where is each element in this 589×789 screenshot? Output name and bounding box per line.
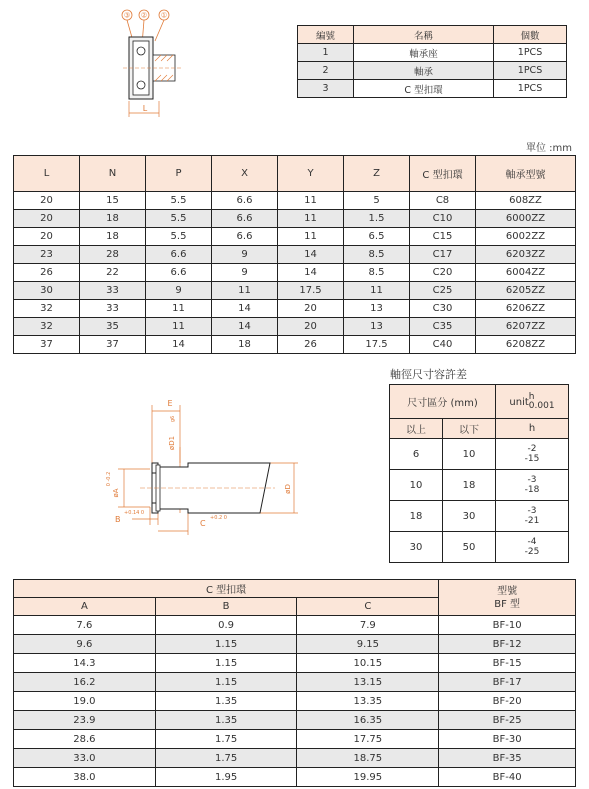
cell: C17 xyxy=(410,246,476,264)
cell: 18 xyxy=(390,501,443,532)
dims-header: N xyxy=(80,156,146,192)
cell: 9 xyxy=(146,282,212,300)
cell: 9.6 xyxy=(14,635,156,654)
tol-unit-sup: h xyxy=(528,391,535,402)
dim-A-tol: 0 -0.2 xyxy=(106,471,112,487)
cell: 11 xyxy=(278,228,344,246)
cell: 22 xyxy=(80,264,146,282)
cell: 11 xyxy=(212,282,278,300)
dim-C: C xyxy=(200,519,206,528)
dims-header: X xyxy=(212,156,278,192)
cell: C10 xyxy=(410,210,476,228)
cell: 1.15 xyxy=(155,654,297,673)
dim-B: B xyxy=(115,515,121,524)
cell: 1PCS xyxy=(494,80,567,98)
cell: 32 xyxy=(14,318,80,336)
cell: 6.6 xyxy=(146,264,212,282)
cell: 18 xyxy=(212,336,278,354)
cell: 26 xyxy=(14,264,80,282)
tolerance-title: 軸徑尺寸容許差 xyxy=(390,368,467,381)
cell: 14 xyxy=(278,246,344,264)
tol-lower: -15 xyxy=(524,454,540,464)
table-row xyxy=(390,532,569,563)
tol-header-range: 尺寸區分 (mm) xyxy=(390,385,496,419)
dim-C-tol: +0.2 0 xyxy=(210,515,227,521)
cell: 35 xyxy=(80,318,146,336)
cell: 30 xyxy=(390,532,443,563)
cell: 6.6 xyxy=(212,228,278,246)
cell: 5.5 xyxy=(146,192,212,210)
dims-header: Y xyxy=(278,156,344,192)
dim-D1: øD1 xyxy=(168,435,176,451)
dims-header: C 型扣環 xyxy=(410,156,476,192)
cell: 33.0 xyxy=(14,749,156,768)
tol-sub-h: h xyxy=(496,419,569,439)
cell: 15 xyxy=(80,192,146,210)
cell: 7.6 xyxy=(14,616,156,635)
clip-col-C: C xyxy=(297,598,439,616)
cell: 1.15 xyxy=(155,635,297,654)
cell: 32 xyxy=(14,300,80,318)
cell: 14 xyxy=(212,318,278,336)
cell: 14 xyxy=(146,336,212,354)
tol-lower: -18 xyxy=(524,485,540,495)
cell: 11 xyxy=(146,300,212,318)
cell: 26 xyxy=(278,336,344,354)
cell: 5.5 xyxy=(146,210,212,228)
cell: 11 xyxy=(146,318,212,336)
table-row xyxy=(14,616,576,635)
cell: 6203ZZ xyxy=(476,246,576,264)
dim-B-tol: +0.14 0 xyxy=(124,510,145,516)
callout-2: ② xyxy=(140,11,148,20)
tol-sub-from: 以上 xyxy=(390,419,443,439)
cell: 1.35 xyxy=(155,692,297,711)
cell: 38.0 xyxy=(14,768,156,787)
cell: BF-20 xyxy=(439,692,576,711)
cell: 1.95 xyxy=(155,768,297,787)
cell: 28 xyxy=(80,246,146,264)
cell xyxy=(496,501,569,532)
cell: 13 xyxy=(344,318,410,336)
table-row xyxy=(14,300,576,318)
tol-unit-text: unit xyxy=(509,396,529,408)
cell: 18 xyxy=(80,210,146,228)
cell: 11 xyxy=(278,210,344,228)
cell: BF-35 xyxy=(439,749,576,768)
cell: 6004ZZ xyxy=(476,264,576,282)
table-row xyxy=(390,501,569,532)
cell: 33 xyxy=(80,300,146,318)
cell: 5 xyxy=(344,192,410,210)
cell: 20 xyxy=(278,300,344,318)
table-row xyxy=(14,192,576,210)
cell: 1.5 xyxy=(344,210,410,228)
table-row xyxy=(14,635,576,654)
cell: C25 xyxy=(410,282,476,300)
cell: 10 xyxy=(390,470,443,501)
parts-header-no: 編號 xyxy=(298,26,354,44)
table-row xyxy=(14,673,576,692)
clip-model-header-2: BF 型 xyxy=(494,598,520,610)
tol-sub-to: 以下 xyxy=(443,419,496,439)
cell: 3 xyxy=(298,80,354,98)
cell: C20 xyxy=(410,264,476,282)
clip-model-header xyxy=(439,580,576,616)
cell: 6208ZZ xyxy=(476,336,576,354)
table-row xyxy=(14,282,576,300)
bearing-assembly-drawing xyxy=(115,5,195,125)
dims-header: P xyxy=(146,156,212,192)
cell: 19.0 xyxy=(14,692,156,711)
cell: 18 xyxy=(80,228,146,246)
cell: 6207ZZ xyxy=(476,318,576,336)
tolerance-table xyxy=(389,384,569,563)
cell: 10 xyxy=(443,439,496,470)
tol-unit-sub: 0.001 xyxy=(528,400,555,411)
table-row xyxy=(14,264,576,282)
cell: 608ZZ xyxy=(476,192,576,210)
tol-header-unit xyxy=(496,385,569,419)
cell: 18.75 xyxy=(297,749,439,768)
cell: 6205ZZ xyxy=(476,282,576,300)
cell: 1PCS xyxy=(494,44,567,62)
cell: C40 xyxy=(410,336,476,354)
c-clip-table xyxy=(13,579,576,787)
tol-upper: -2 xyxy=(527,443,537,454)
tol-upper: -3 xyxy=(527,505,537,516)
cell: 1.15 xyxy=(155,673,297,692)
table-row xyxy=(390,470,569,501)
cell: BF-12 xyxy=(439,635,576,654)
table-row xyxy=(14,336,576,354)
unit-label: 單位 :mm xyxy=(526,143,573,154)
cell: 6.6 xyxy=(212,192,278,210)
cell xyxy=(496,532,569,563)
table-row xyxy=(14,692,576,711)
cell: 6 xyxy=(390,439,443,470)
cell: 20 xyxy=(14,228,80,246)
tol-upper: -4 xyxy=(527,536,537,547)
cell: BF-30 xyxy=(439,730,576,749)
cell: BF-25 xyxy=(439,711,576,730)
cell: C15 xyxy=(410,228,476,246)
cell: 16.2 xyxy=(14,673,156,692)
cell: 11 xyxy=(344,282,410,300)
parts-header-qty: 個數 xyxy=(494,26,567,44)
clip-group-header: C 型扣環 xyxy=(14,580,439,598)
cell: 10.15 xyxy=(297,654,439,673)
cell: 8.5 xyxy=(344,246,410,264)
dimensions-table xyxy=(13,155,576,354)
tol-upper: -3 xyxy=(527,474,537,485)
table-row xyxy=(14,768,576,787)
cell: 17.75 xyxy=(297,730,439,749)
dimension-L-label: L xyxy=(142,104,148,113)
dims-header: 軸承型號 xyxy=(476,156,576,192)
cell: 7.9 xyxy=(297,616,439,635)
cell: BF-17 xyxy=(439,673,576,692)
cell: 6000ZZ xyxy=(476,210,576,228)
cell: 14 xyxy=(212,300,278,318)
cell: 9 xyxy=(212,246,278,264)
table-row xyxy=(14,711,576,730)
cell xyxy=(496,439,569,470)
shaft-drawing xyxy=(100,395,315,540)
table-row xyxy=(14,749,576,768)
cell: 18 xyxy=(443,470,496,501)
cell: 23 xyxy=(14,246,80,264)
cell: 23.9 xyxy=(14,711,156,730)
parts-table xyxy=(297,25,567,98)
cell: 16.35 xyxy=(297,711,439,730)
cell: 9 xyxy=(212,264,278,282)
cell: 19.95 xyxy=(297,768,439,787)
table-row xyxy=(298,62,567,80)
cell: 1.75 xyxy=(155,749,297,768)
cell: 37 xyxy=(80,336,146,354)
cell: 9.15 xyxy=(297,635,439,654)
cell: 30 xyxy=(14,282,80,300)
cell: 30 xyxy=(443,501,496,532)
parts-header-name: 名稱 xyxy=(354,26,494,44)
dim-A: øA xyxy=(112,488,120,498)
cell: 33 xyxy=(80,282,146,300)
cell: 1.75 xyxy=(155,730,297,749)
cell: 28.6 xyxy=(14,730,156,749)
cell: 2 xyxy=(298,62,354,80)
cell: 37 xyxy=(14,336,80,354)
cell: C30 xyxy=(410,300,476,318)
clip-col-B: B xyxy=(155,598,297,616)
cell: C8 xyxy=(410,192,476,210)
cell xyxy=(496,470,569,501)
cell: BF-10 xyxy=(439,616,576,635)
table-row xyxy=(298,44,567,62)
cell: 6.5 xyxy=(344,228,410,246)
clip-col-A: A xyxy=(14,598,156,616)
dim-D1-sup: g6 xyxy=(170,415,176,423)
cell: 20 xyxy=(278,318,344,336)
cell: 6206ZZ xyxy=(476,300,576,318)
cell: 軸承 xyxy=(354,62,494,80)
cell: 0.9 xyxy=(155,616,297,635)
cell: C35 xyxy=(410,318,476,336)
table-row xyxy=(14,730,576,749)
cell: 13.15 xyxy=(297,673,439,692)
cell: 11 xyxy=(278,192,344,210)
table-row xyxy=(14,654,576,673)
cell: 13.35 xyxy=(297,692,439,711)
cell: 20 xyxy=(14,210,80,228)
cell: 5.5 xyxy=(146,228,212,246)
table-row xyxy=(390,439,569,470)
cell: BF-40 xyxy=(439,768,576,787)
cell: 13 xyxy=(344,300,410,318)
table-row xyxy=(298,80,567,98)
tol-lower: -25 xyxy=(524,547,540,557)
cell: 6002ZZ xyxy=(476,228,576,246)
dims-header: L xyxy=(14,156,80,192)
cell: 50 xyxy=(443,532,496,563)
cell: 14.3 xyxy=(14,654,156,673)
dim-E: E xyxy=(167,399,173,408)
dim-D: øD xyxy=(284,484,292,494)
cell: BF-15 xyxy=(439,654,576,673)
cell: 14 xyxy=(278,264,344,282)
cell: 1.35 xyxy=(155,711,297,730)
table-row xyxy=(14,246,576,264)
cell: 軸承座 xyxy=(354,44,494,62)
cell: 1PCS xyxy=(494,62,567,80)
cell: 8.5 xyxy=(344,264,410,282)
cell: 1 xyxy=(298,44,354,62)
tol-lower: -21 xyxy=(524,516,540,526)
clip-model-header-1: 型號 xyxy=(497,585,518,597)
cell: 6.6 xyxy=(212,210,278,228)
table-row xyxy=(14,210,576,228)
cell: 17.5 xyxy=(344,336,410,354)
dims-header: Z xyxy=(344,156,410,192)
cell: C 型扣環 xyxy=(354,80,494,98)
cell: 17.5 xyxy=(278,282,344,300)
callout-1: ① xyxy=(160,11,168,20)
cell: 6.6 xyxy=(146,246,212,264)
cell: 20 xyxy=(14,192,80,210)
table-row xyxy=(14,318,576,336)
callout-3: ③ xyxy=(123,11,131,20)
table-row xyxy=(14,228,576,246)
